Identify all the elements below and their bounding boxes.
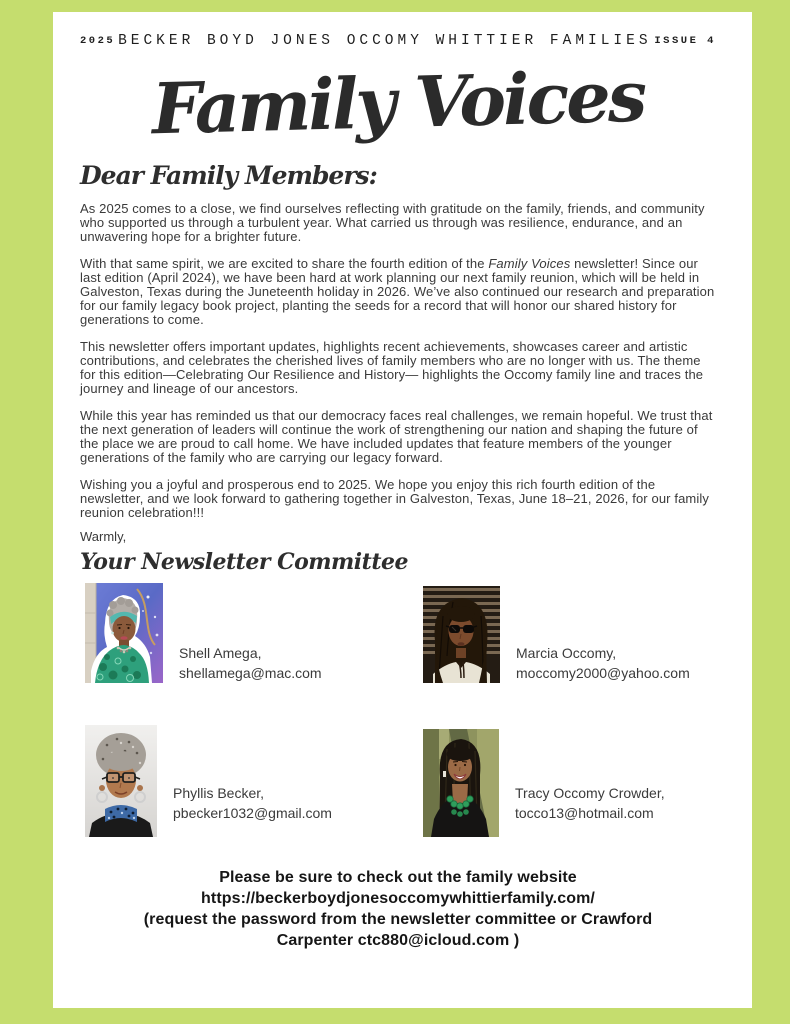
paragraph-contents: This newsletter offers important updates, highlights recent achievements, showcases career and artistic contributions, and celebrates the cherished lives of family members who are no longer with us. The theme for this edition—Celebrating Our Resilience and History— highlights the Occomy family line and traces the journey and lineage of our ancestors. xyxy=(80,339,704,396)
committee-member-tracy-occomy-crowder xyxy=(418,725,665,837)
closing: Warmly, xyxy=(80,529,127,544)
paragraph-edition-rest: newsletter! Since our last edition (April 2024), we have been hard at work planning our next family reunion, which will be held in Galveston, Texas during the Juneteenth holiday in 2026. We’ve also continued our research and preparation for our family legacy book project, planting the seeds for a record that will honor our shared history for generations to come. xyxy=(80,256,715,327)
paragraph-hope: While this year has reminded us that our democracy faces real challenges, we remain hopeful. We trust that the next generation of leaders will continue the work of strengthening our nation and shaping the future of the place we are proud to call home. We have included updates that feature members of the younger generations of the family who are carrying our legacy forward. xyxy=(80,408,713,465)
member-email: shellamega@mac.com xyxy=(179,664,322,681)
masthead xyxy=(80,33,716,49)
website-url: https://beckerboydjonesoccomywhittierfamily.com/ xyxy=(201,890,595,907)
newsletter-name-italic: Family Voices xyxy=(488,256,571,271)
shell-amega-photo xyxy=(85,583,163,683)
phyllis-becker-photo xyxy=(85,725,157,837)
member-email: moccomy2000@yahoo.com xyxy=(516,664,690,681)
website-notice xyxy=(80,867,716,951)
member-caption xyxy=(516,644,690,683)
member-name: Phyllis Becker, xyxy=(173,785,265,801)
newsletter-title: Family Voices xyxy=(150,54,646,151)
member-email: tocco13@hotmail.com xyxy=(515,804,654,821)
page-content xyxy=(53,33,752,951)
member-name: Tracy Occomy Crowder, xyxy=(515,785,665,801)
tracy-occomy-crowder-photo xyxy=(423,729,499,837)
member-name: Shell Amega, xyxy=(179,645,262,661)
paragraph-reflection: As 2025 comes to a close, we find ourselves reflecting with gratitude on the family, friends, and community who supported us through a turbulent year. What carried us through was resilience, endurance, and an unwavering hope for a brighter future. xyxy=(80,201,705,244)
website-notice-line4: Carpenter ctc880@icloud.com ) xyxy=(276,932,520,949)
paragraph-wishes: Wishing you a joyful and prosperous end to 2025. We hope you enjoy this rich fourth edition of the newsletter, and we look forward to gathering together in Galveston, Texas, June 18–21, 2026, for our family reunion celebration!!! xyxy=(80,477,710,520)
paragraph-edition xyxy=(80,257,716,327)
committee-signature: Your Newsletter Committee xyxy=(80,549,408,575)
member-name: Marcia Occomy, xyxy=(516,645,617,661)
committee-grid xyxy=(80,583,716,837)
committee-member-shell-amega xyxy=(80,583,418,683)
member-email: pbecker1032@gmail.com xyxy=(173,804,332,821)
committee-member-marcia-occomy xyxy=(418,583,690,683)
committee-member-phyllis-becker xyxy=(80,725,418,837)
committee-row xyxy=(80,583,716,683)
newsletter-page xyxy=(53,12,752,1008)
paragraph-edition-lead: With that same spirit, we are excited to share the fourth edition of the xyxy=(80,256,489,271)
website-notice-line3: (request the password from the newsletter committee or Crawford xyxy=(143,911,653,928)
website-notice-line1: Please be sure to check out the family website xyxy=(219,869,577,886)
masthead-issue: ISSUE 4 xyxy=(654,35,716,47)
committee-row xyxy=(80,725,716,837)
masthead-family-names: BECKER BOYD JONES OCCOMY WHITTIER FAMILIES xyxy=(118,33,652,49)
masthead-year: 2025 xyxy=(80,35,116,47)
salutation: Dear Family Members: xyxy=(80,161,377,190)
member-caption xyxy=(179,644,322,683)
member-caption xyxy=(515,784,665,823)
member-caption xyxy=(173,784,332,823)
marcia-occomy-photo xyxy=(423,586,500,683)
